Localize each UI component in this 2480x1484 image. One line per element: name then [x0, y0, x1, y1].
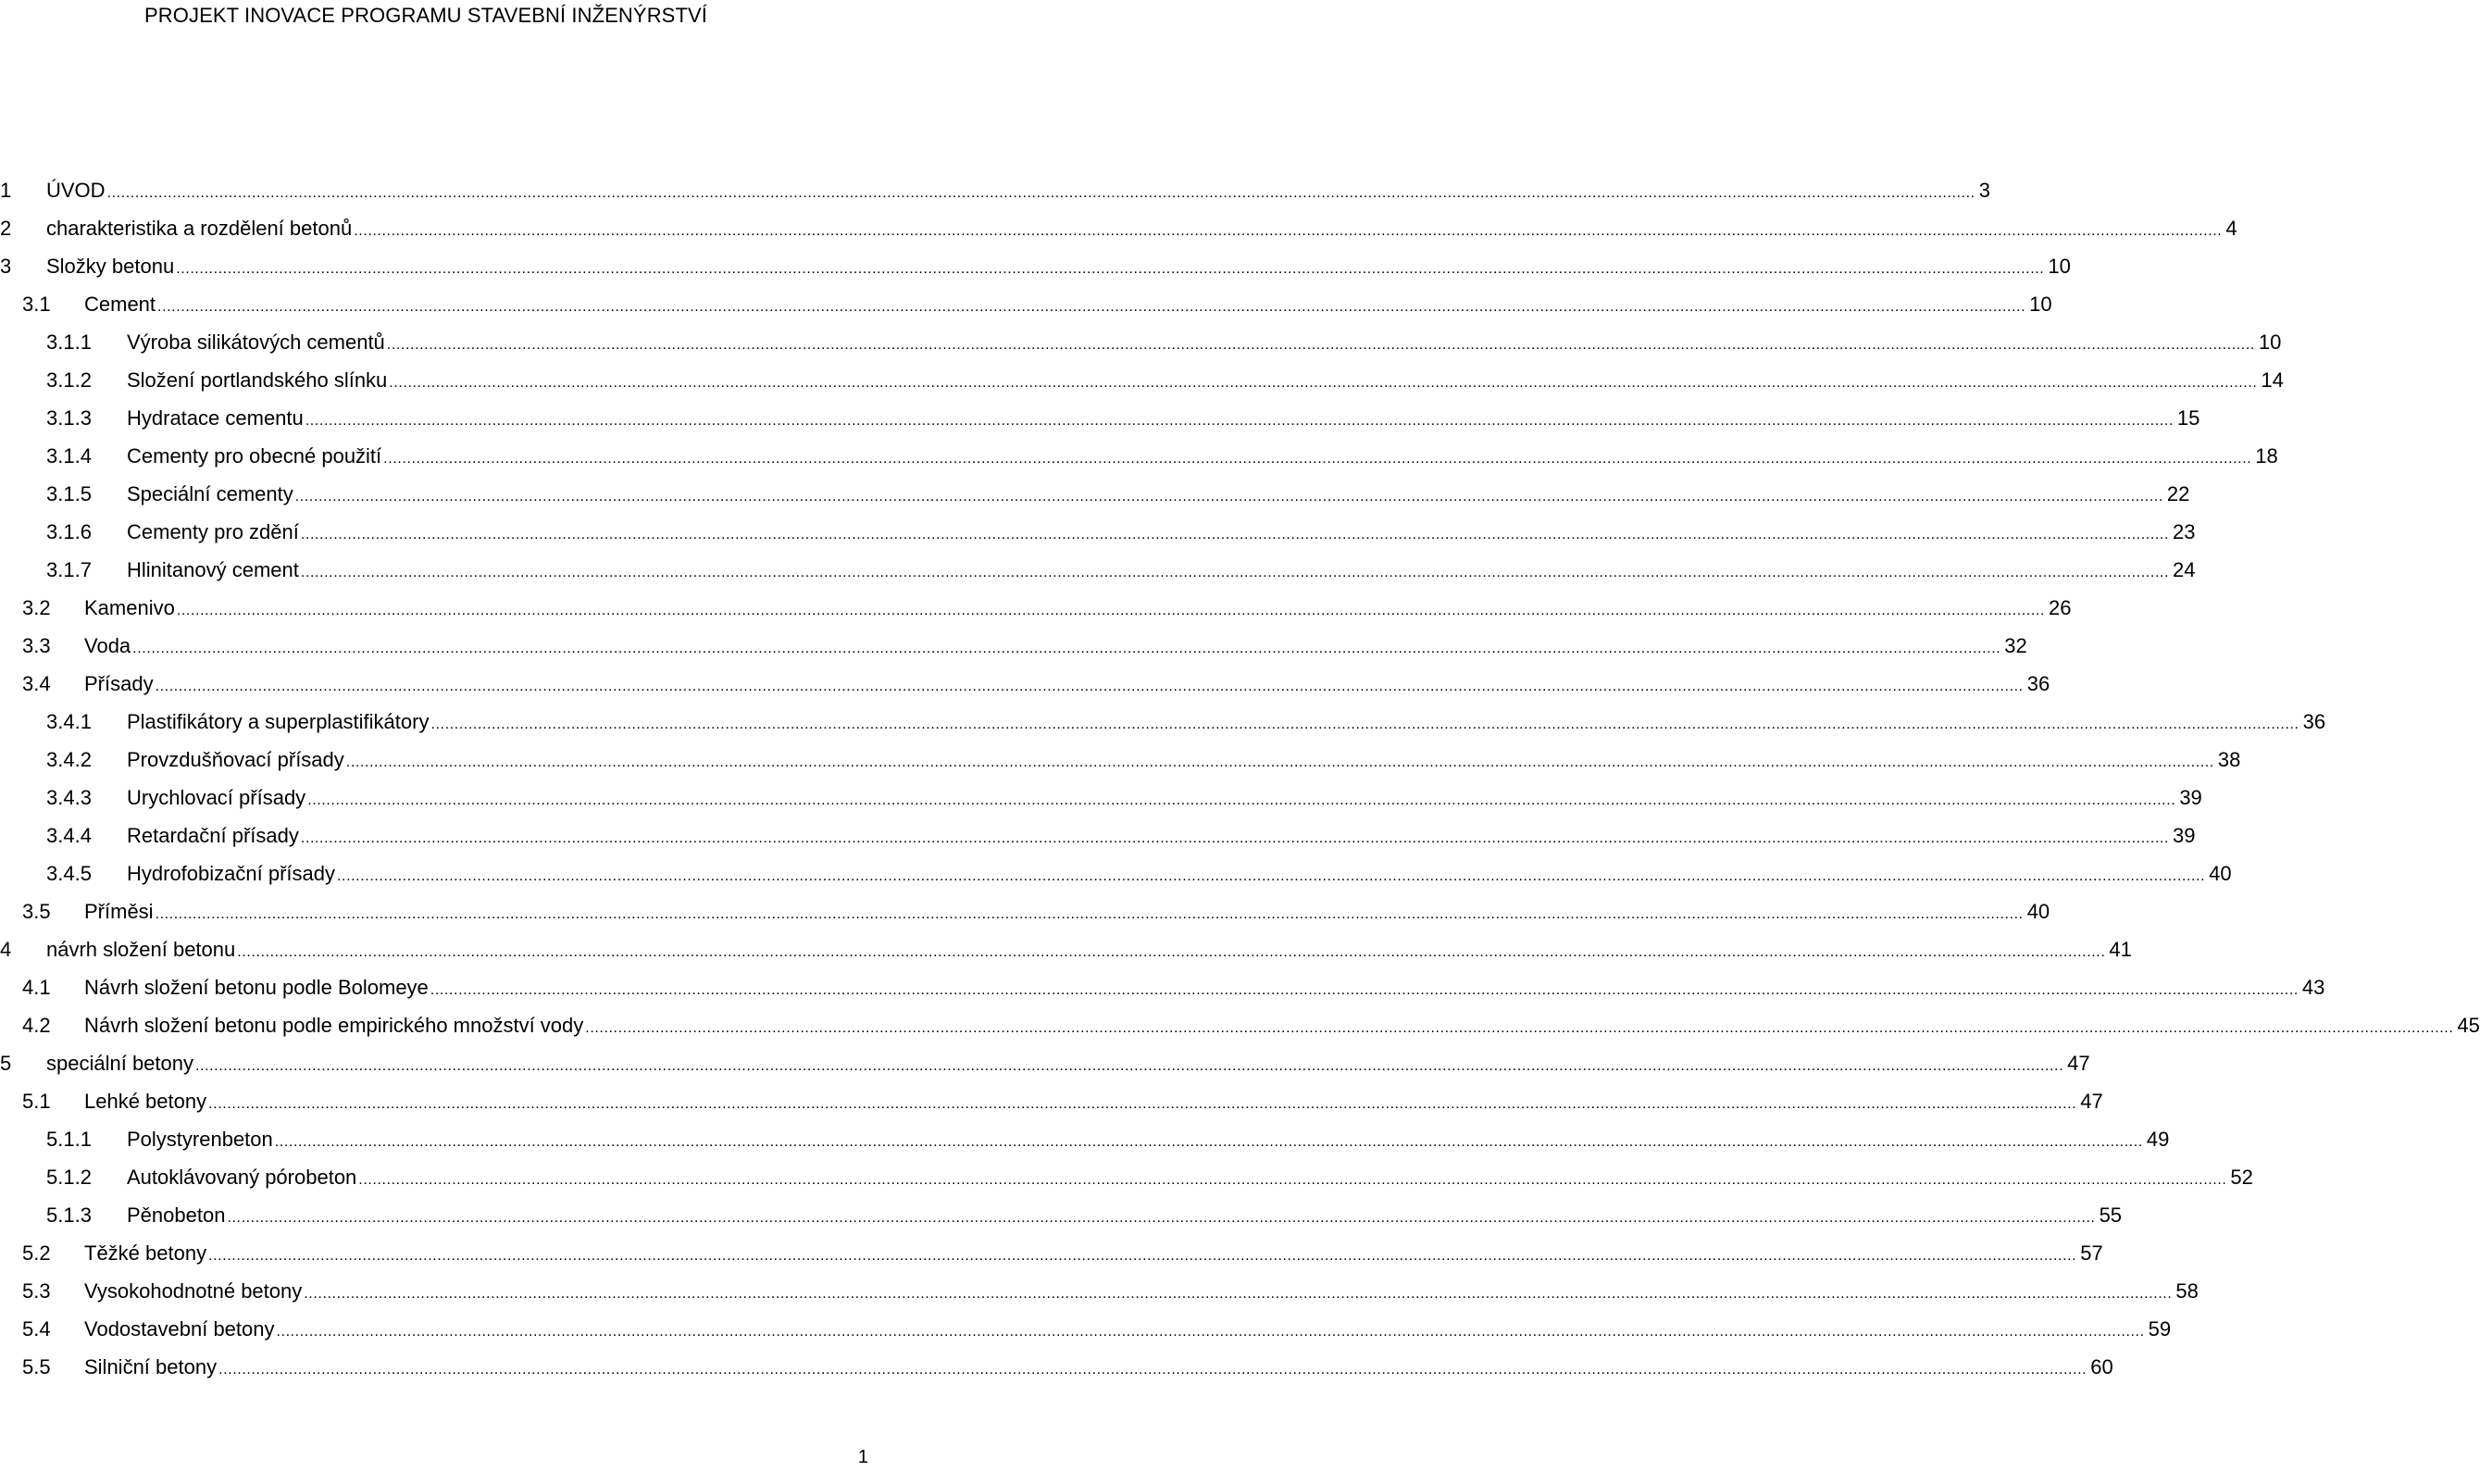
toc-dot-leader: ................................................................................................................................................................................................................................................................................................................................................................................................................ — [389, 375, 2258, 391]
toc-entry-page: 36 — [2302, 710, 2326, 733]
toc-entry-title: Návrh složení betonu podle empirického množství vody — [84, 1014, 584, 1037]
toc-entry-page: 55 — [2099, 1203, 2123, 1227]
toc-entry-page: 18 — [2255, 444, 2278, 468]
toc-dot-leader: ................................................................................................................................................................................................................................................................................................................................................................................................................ — [276, 1324, 2145, 1340]
toc-entry-title: Složky betonu — [46, 255, 175, 278]
toc-dot-leader: ................................................................................................................................................................................................................................................................................................................................................................................................................ — [337, 868, 2206, 884]
toc-entry-title: Urychlovací přísady — [127, 786, 306, 809]
toc-entry-number: 5.1.3 — [46, 1203, 92, 1227]
toc-entry-page: 59 — [2148, 1317, 2172, 1341]
toc-entry[interactable] — [0, 323, 2282, 361]
toc-entry-title: Příměsi — [84, 900, 154, 923]
toc-entry-page: 14 — [2261, 368, 2284, 392]
toc-entry[interactable] — [0, 285, 2052, 323]
toc-entry-page: 23 — [2173, 520, 2196, 543]
toc-entry-title: charakteristika a rozdělení betonů — [46, 217, 353, 240]
toc-entry-title: Kamenivo — [84, 596, 175, 619]
toc-entry[interactable] — [0, 892, 2050, 930]
toc-entry-number: 5.1.2 — [46, 1166, 92, 1189]
toc-dot-leader: ................................................................................................................................................................................................................................................................................................................................................................................................................ — [430, 717, 2299, 732]
toc-entry-title: Cementy pro obecné použití — [127, 444, 382, 468]
toc-dot-leader: ................................................................................................................................................................................................................................................................................................................................................................................................................ — [132, 641, 2001, 656]
toc-entry-page: 58 — [2175, 1279, 2199, 1303]
toc-dot-leader: ................................................................................................................................................................................................................................................................................................................................................................................................................ — [305, 413, 2174, 429]
toc-entry[interactable] — [0, 437, 2278, 475]
toc-entry-number: 3 — [0, 255, 12, 278]
toc-entry[interactable] — [0, 475, 2190, 513]
toc-entry-number: 3.1 — [22, 293, 51, 316]
toc-entry-title: Voda — [84, 634, 131, 657]
toc-entry-title: Lehké betony — [84, 1090, 207, 1113]
toc-entry-number: 1 — [0, 179, 12, 202]
toc-entry[interactable] — [0, 665, 2050, 703]
toc-dot-leader: ................................................................................................................................................................................................................................................................................................................................................................................................................ — [176, 261, 2045, 277]
toc-entry-page: 38 — [2217, 748, 2241, 771]
toc-entry-number: 4 — [0, 938, 12, 961]
toc-entry-title: Těžké betony — [84, 1241, 207, 1265]
toc-entry[interactable] — [0, 854, 2232, 892]
toc-entry[interactable] — [0, 703, 2326, 741]
toc-entry-page: 3 — [1978, 179, 1990, 202]
toc-entry[interactable] — [0, 171, 1990, 209]
toc-entry-number: 3.4.3 — [46, 786, 92, 809]
toc-dot-leader: ................................................................................................................................................................................................................................................................................................................................................................................................................ — [157, 299, 2026, 315]
toc-entry-page: 43 — [2301, 976, 2325, 999]
toc-entry-title: speciální betony — [46, 1052, 193, 1075]
toc-entry-page: 45 — [2457, 1014, 2480, 1037]
toc-entry[interactable] — [0, 361, 2284, 399]
toc-entry-page: 22 — [2166, 482, 2190, 505]
toc-entry-number: 3.1.4 — [46, 444, 92, 468]
toc-entry-number: 4.1 — [22, 976, 51, 999]
toc-dot-leader: ................................................................................................................................................................................................................................................................................................................................................................................................................ — [358, 1172, 2227, 1188]
toc-entry-title: Provzdušňovací přísady — [127, 748, 344, 771]
toc-entry-number: 3.4 — [22, 672, 51, 695]
toc-entry-number: 5.3 — [22, 1279, 51, 1303]
toc-dot-leader: ................................................................................................................................................................................................................................................................................................................................................................................................................ — [176, 603, 2045, 618]
toc-entry[interactable] — [0, 1120, 2170, 1158]
toc-entry-number: 3.4.5 — [46, 862, 92, 885]
toc-dot-leader: ................................................................................................................................................................................................................................................................................................................................................................................................................ — [208, 1096, 2077, 1112]
toc-entry-page: 41 — [2109, 938, 2132, 961]
toc-entry[interactable] — [0, 399, 2200, 437]
toc-entry[interactable] — [0, 589, 2072, 627]
toc-entry-title: Speciální cementy — [127, 482, 293, 505]
toc-entry-number: 5.2 — [22, 1241, 51, 1265]
toc-entry-number: 5.4 — [22, 1317, 51, 1341]
toc-entry[interactable] — [0, 779, 2202, 817]
toc-entry-page: 32 — [2004, 634, 2027, 657]
toc-dot-leader: ................................................................................................................................................................................................................................................................................................................................................................................................................ — [294, 489, 2163, 505]
toc-entry-number: 3.2 — [22, 596, 51, 619]
toc-entry-title: Hlinitanový cement — [127, 558, 299, 581]
toc-dot-leader: ................................................................................................................................................................................................................................................................................................................................................................................................................ — [227, 1210, 2096, 1226]
toc-entry-title: Výroba silikátových cementů — [127, 330, 385, 354]
toc-dot-leader: ................................................................................................................................................................................................................................................................................................................................................................................................................ — [274, 1134, 2143, 1150]
toc-entry-number: 3.1.2 — [46, 368, 92, 392]
toc-entry-number: 5.1 — [22, 1090, 51, 1113]
toc-entry-page: 47 — [2080, 1090, 2103, 1113]
toc-entry-page: 52 — [2230, 1166, 2253, 1189]
toc-entry-page: 36 — [2026, 672, 2050, 695]
toc-entry[interactable] — [0, 930, 2132, 968]
toc-entry[interactable] — [0, 1044, 2090, 1082]
toc-entry-page: 57 — [2080, 1241, 2103, 1265]
toc-dot-leader: ................................................................................................................................................................................................................................................................................................................................................................................................................ — [155, 906, 2024, 922]
toc-dot-leader: ................................................................................................................................................................................................................................................................................................................................................................................................................ — [304, 1286, 2173, 1302]
toc-dot-leader: ................................................................................................................................................................................................................................................................................................................................................................................................................ — [345, 754, 2214, 770]
toc-entry[interactable] — [0, 1272, 2199, 1310]
toc-entry-number: 5 — [0, 1052, 12, 1075]
toc-entry[interactable] — [0, 1348, 2113, 1386]
toc-entry-title: Návrh složení betonu podle Bolomeye — [84, 976, 429, 999]
toc-entry-page: 26 — [2048, 596, 2072, 619]
toc-entry[interactable] — [0, 741, 2241, 779]
toc-entry[interactable] — [0, 1234, 2103, 1272]
toc-entry-number: 5.1.1 — [46, 1128, 92, 1151]
toc-entry-title: Retardační přísady — [127, 824, 299, 847]
toc-dot-leader: ................................................................................................................................................................................................................................................................................................................................................................................................................ — [386, 337, 2255, 353]
toc-entry-number: 3.1.3 — [46, 406, 92, 430]
toc-dot-leader: ................................................................................................................................................................................................................................................................................................................................................................................................................ — [307, 792, 2176, 808]
toc-entry[interactable] — [0, 1158, 2253, 1196]
toc-entry[interactable] — [0, 1082, 2103, 1120]
toc-entry-page: 24 — [2173, 558, 2196, 581]
toc-entry-page: 10 — [2048, 255, 2071, 278]
toc-entry[interactable] — [0, 513, 2196, 551]
toc-entry-number: 3.4.1 — [46, 710, 92, 733]
page-number: 1 — [857, 1447, 868, 1467]
toc-entry-title: Složení portlandského slínku — [127, 368, 388, 392]
toc-entry-number: 5.5 — [22, 1355, 51, 1378]
toc-dot-leader: ................................................................................................................................................................................................................................................................................................................................................................................................................ — [208, 1248, 2077, 1264]
toc-entry-page: 49 — [2146, 1128, 2170, 1151]
table-of-contents — [0, 171, 2480, 1386]
toc-entry-page: 47 — [2067, 1052, 2090, 1075]
toc-entry-page: 60 — [2090, 1355, 2113, 1378]
toc-entry-title: návrh složení betonu — [46, 938, 236, 961]
toc-dot-leader: ................................................................................................................................................................................................................................................................................................................................................................................................................ — [155, 679, 2024, 694]
toc-entry-title: Hydrofobizační přísady — [127, 862, 335, 885]
toc-entry-number: 4.2 — [22, 1014, 51, 1037]
toc-dot-leader: ................................................................................................................................................................................................................................................................................................................................................................................................................ — [354, 223, 2223, 239]
toc-entry-page: 40 — [2026, 900, 2050, 923]
toc-dot-leader: ................................................................................................................................................................................................................................................................................................................................................................................................................ — [300, 565, 2169, 580]
toc-entry-number: 3.4.2 — [46, 748, 92, 771]
toc-entry-title: Autoklávovaný pórobeton — [127, 1166, 357, 1189]
toc-entry-number: 3.5 — [22, 900, 51, 923]
toc-entry-title: Vodostavební betony — [84, 1317, 275, 1341]
toc-entry-title: Hydratace cementu — [127, 406, 304, 430]
toc-dot-leader: ................................................................................................................................................................................................................................................................................................................................................................................................................ — [237, 944, 2106, 960]
toc-dot-leader: ................................................................................................................................................................................................................................................................................................................................................................................................................ — [218, 1362, 2087, 1378]
toc-entry-title: Pěnobeton — [127, 1203, 226, 1227]
toc-entry-number: 3.4.4 — [46, 824, 92, 847]
toc-entry-number: 3.1.1 — [46, 330, 92, 354]
toc-entry-page: 40 — [2209, 862, 2232, 885]
toc-entry[interactable] — [0, 1310, 2172, 1348]
toc-entry[interactable] — [0, 1196, 2123, 1234]
toc-entry-number: 2 — [0, 217, 12, 240]
toc-entry-number: 3.1.5 — [46, 482, 92, 505]
toc-entry-page: 10 — [2258, 330, 2282, 354]
toc-entry[interactable] — [0, 247, 2071, 285]
toc-entry[interactable] — [0, 1006, 2480, 1044]
toc-entry-title: Plastifikátory a superplastifikátory — [127, 710, 430, 733]
toc-entry-title: Cement — [84, 293, 156, 316]
toc-dot-leader: ................................................................................................................................................................................................................................................................................................................................................................................................................ — [300, 527, 2169, 542]
toc-dot-leader: ................................................................................................................................................................................................................................................................................................................................................................................................................ — [300, 830, 2169, 846]
toc-entry-number: 3.1.7 — [46, 558, 92, 581]
toc-entry[interactable] — [0, 817, 2196, 854]
toc-dot-leader: ................................................................................................................................................................................................................................................................................................................................................................................................................ — [430, 982, 2299, 998]
page-header: PROJEKT INOVACE PROGRAMU STAVEBNÍ INŽENÝRSTVÍ — [144, 4, 707, 27]
toc-entry[interactable] — [0, 209, 2237, 247]
toc-entry[interactable] — [0, 627, 2027, 665]
toc-entry-title: Přísady — [84, 672, 154, 695]
toc-entry[interactable] — [0, 968, 2325, 1006]
toc-dot-leader: ................................................................................................................................................................................................................................................................................................................................................................................................................ — [585, 1020, 2454, 1036]
toc-entry-title: ÚVOD — [46, 179, 106, 202]
toc-entry-title: Vysokohodnotné betony — [84, 1279, 303, 1303]
toc-entry-page: 4 — [2225, 217, 2237, 240]
toc-entry-title: Polystyrenbeton — [127, 1128, 273, 1151]
toc-entry-title: Silniční betony — [84, 1355, 218, 1378]
toc-entry-page: 15 — [2176, 406, 2200, 430]
toc-entry-number: 3.1.6 — [46, 520, 92, 543]
toc-dot-leader: ................................................................................................................................................................................................................................................................................................................................................................................................................ — [106, 185, 1975, 201]
toc-entry-page: 39 — [2173, 824, 2196, 847]
toc-entry-page: 10 — [2029, 293, 2052, 316]
toc-dot-leader: ................................................................................................................................................................................................................................................................................................................................................................................................................ — [383, 451, 2252, 467]
toc-dot-leader: ................................................................................................................................................................................................................................................................................................................................................................................................................ — [195, 1058, 2064, 1074]
toc-entry-number: 3.3 — [22, 634, 51, 657]
toc-entry-page: 39 — [2179, 786, 2202, 809]
toc-entry[interactable] — [0, 551, 2196, 589]
toc-entry-title: Cementy pro zdění — [127, 520, 299, 543]
